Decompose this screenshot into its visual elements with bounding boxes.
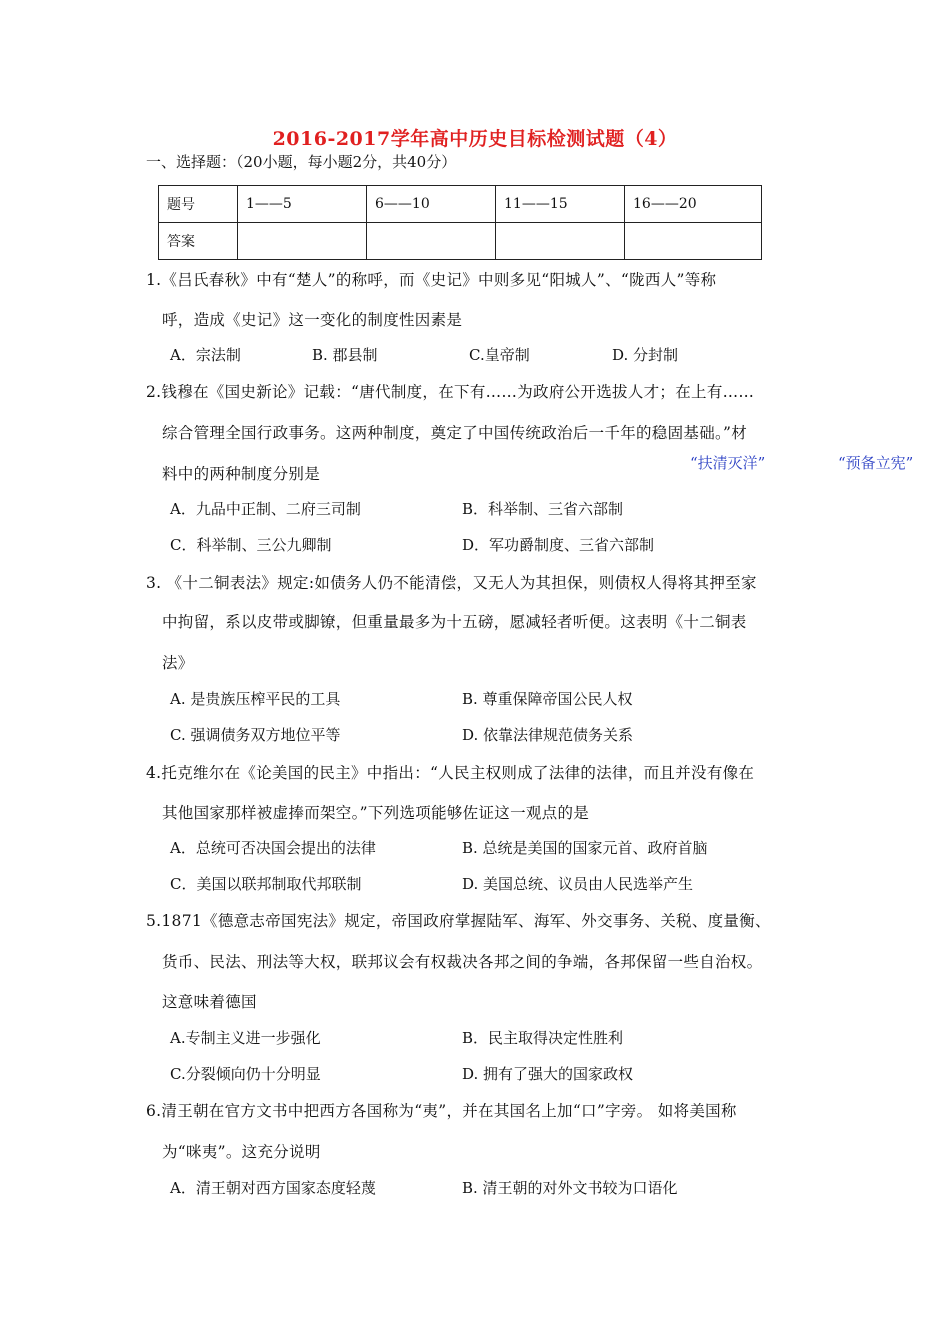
question-4-option-b: B. 总统是美国的国家元首、政府首脑 — [462, 839, 708, 857]
question-2-line-2: 综合管理全国行政事务。这两种制度，奠定了中国传统政治后一千年的稳固基础。”材 — [162, 424, 748, 442]
question-2-line-3: 料中的两种制度分别是 — [162, 465, 321, 483]
question-4-option-a: A．总统可否决国会提出的法律 — [170, 839, 376, 857]
table-cell: 答案 — [159, 223, 238, 260]
question-4-option-c: C．美国以联邦制取代邦联制 — [170, 875, 362, 893]
question-2-option-a: A．九品中正制、二府三司制 — [170, 500, 361, 518]
question-3-line-2: 中拘留，系以皮带或脚镣，但重量最多为十五磅，愿减轻者听便。这表明《十二铜表 — [162, 613, 747, 631]
answer-cell — [625, 223, 762, 260]
question-2-option-d: D．军功爵制度、三省六部制 — [462, 536, 655, 554]
question-5-option-c: C.分裂倾向仍十分明显 — [170, 1065, 321, 1083]
page-title: 2016-2017学年高中历史目标检测试题（4） — [272, 128, 678, 150]
question-4-line-1: 4.托克维尔在《论美国的民主》中指出：“人民主权则成了法律的法律，而且并没有像在 — [146, 764, 755, 782]
question-3-line-3: 法》 — [162, 654, 194, 672]
question-3-option-c: C. 强调债务双方地位平等 — [170, 726, 341, 744]
question-5-option-d: D. 拥有了强大的国家政权 — [462, 1065, 634, 1083]
table-row — [159, 186, 762, 223]
question-1-line-1: 1.《吕氏春秋》中有“楚人”的称呼，而《史记》中则多见“阳城人”、“陇西人”等称 — [146, 271, 717, 289]
question-1-option-d: D. 分封制 — [612, 346, 679, 364]
question-1-option-b: B. 郡县制 — [312, 346, 378, 364]
question-4-line-2: 其他国家那样被虚捧而架空。”下列选项能够佐证这一观点的是 — [162, 804, 590, 822]
table-cell: 6——10 — [367, 186, 496, 223]
question-2-option-b: B．科举制、三省六部制 — [462, 500, 624, 518]
question-5-option-a: A.专制主义进一步强化 — [170, 1029, 321, 1047]
question-5-line-1: 5.1871《德意志帝国宪法》规定，帝国政府掌握陆军、海军、外交事务、关税、度量衡、 — [146, 912, 771, 930]
question-1-option-c: C.皇帝制 — [469, 346, 530, 364]
question-6-option-a: A．清王朝对西方国家态度轻蔑 — [170, 1179, 376, 1197]
answer-cell — [496, 223, 625, 260]
table-cell: 题号 — [159, 186, 238, 223]
question-1-option-a: A．宗法制 — [170, 346, 241, 364]
stray-label-1: “扶清灭洋” — [690, 454, 766, 472]
question-3-option-d: D. 依靠法律规范债务关系 — [462, 726, 634, 744]
question-3-option-b: B. 尊重保障帝国公民人权 — [462, 690, 633, 708]
table-row — [159, 223, 762, 260]
question-5-option-b: B．民主取得决定性胜利 — [462, 1029, 624, 1047]
table-cell: 16——20 — [625, 186, 762, 223]
question-5-line-3: 这意味着德国 — [162, 993, 257, 1011]
section-heading: 一、选择题：（20小题，每小题2分，共40分） — [146, 153, 457, 171]
question-3-option-a: A. 是贵族压榨平民的工具 — [170, 690, 341, 708]
stray-label-2: “预备立宪” — [838, 454, 914, 472]
question-6-line-1: 6.清王朝在官方文书中把西方各国称为“夷”，并在其国名上加“口”字旁。 如将美国称 — [146, 1102, 737, 1120]
question-5-line-2: 货币、民法、刑法等大权，联邦议会有权裁决各邦之间的争端，各邦保留一些自治权。 — [162, 953, 763, 971]
question-4-option-d: D. 美国总统、议员由人民选举产生 — [462, 875, 694, 893]
question-2-line-1: 2.钱穆在《国史新论》记载：“唐代制度，在下有……为政府公开选拔人才；在上有…… — [146, 383, 755, 401]
answer-table — [158, 185, 762, 260]
question-1-line-2: 呼，造成《史记》这一变化的制度性因素是 — [162, 311, 463, 329]
answer-cell — [238, 223, 367, 260]
question-6-option-b: B. 清王朝的对外文书较为口语化 — [462, 1179, 678, 1197]
answer-cell — [367, 223, 496, 260]
question-3-line-1: 3. 《十二铜表法》规定:如债务人仍不能清偿，又无人为其担保，则债权人得将其押至家 — [146, 574, 757, 592]
question-2-option-c: C．科举制、三公九卿制 — [170, 536, 332, 554]
table-cell: 11——15 — [496, 186, 625, 223]
table-cell: 1——5 — [238, 186, 367, 223]
question-6-line-2: 为“咪夷”。这充分说明 — [162, 1143, 321, 1161]
